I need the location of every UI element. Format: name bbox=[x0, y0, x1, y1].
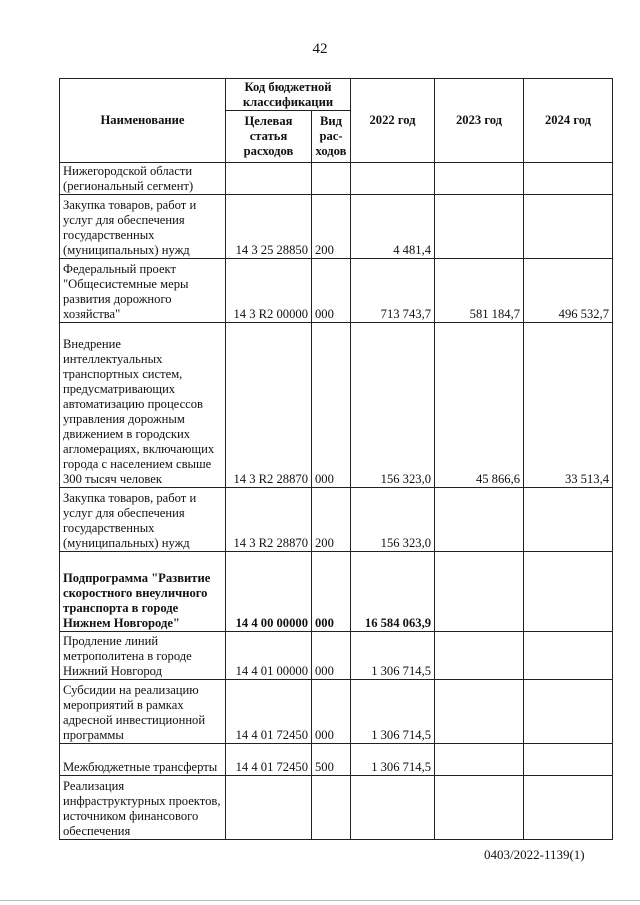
cell-2023 bbox=[435, 163, 524, 195]
cell-2024 bbox=[524, 163, 613, 195]
cell-name: Нижегородской области (региональный сегмент) bbox=[60, 163, 226, 195]
table-row bbox=[60, 776, 613, 840]
cell-2023 bbox=[435, 744, 524, 776]
cell-2022: 156 323,0 bbox=[351, 488, 435, 552]
cell-name: Закупка товаров, работ и услуг для обеспечения государственных (муниципальных) нужд bbox=[60, 488, 226, 552]
cell-2023 bbox=[435, 776, 524, 840]
cell-expense-type bbox=[312, 163, 351, 195]
cell-target-code: 14 4 01 72450 bbox=[226, 680, 312, 744]
table-row bbox=[60, 163, 613, 195]
cell-2024 bbox=[524, 488, 613, 552]
table-row bbox=[60, 259, 613, 323]
cell-2022: 1 306 714,5 bbox=[351, 680, 435, 744]
cell-2023 bbox=[435, 552, 524, 632]
table-row bbox=[60, 488, 613, 552]
cell-2022: 1 306 714,5 bbox=[351, 632, 435, 680]
cell-2023: 45 866,6 bbox=[435, 323, 524, 488]
cell-target-code: 14 4 00 00000 bbox=[226, 552, 312, 632]
document-reference: 0403/2022-1139(1) bbox=[484, 847, 585, 862]
cell-expense-type: 500 bbox=[312, 744, 351, 776]
cell-name: Субсидии на реализацию мероприятий в рамках адресной инвестиционной программы bbox=[60, 680, 226, 744]
table-row bbox=[60, 195, 613, 259]
cell-2022: 16 584 063,9 bbox=[351, 552, 435, 632]
cell-target-code: 14 4 01 72450 bbox=[226, 744, 312, 776]
header-2022: 2022 год bbox=[351, 79, 435, 163]
cell-2023: 581 184,7 bbox=[435, 259, 524, 323]
cell-name: Внедрение интеллектуальных транспортных систем, предусматривающих автоматизацию процессов управления дорожным движением в городских агломерациях, включающих города с населением свыше 300 тысяч человек bbox=[60, 323, 226, 488]
header-name: Наименование bbox=[60, 79, 226, 163]
cell-2022: 156 323,0 bbox=[351, 323, 435, 488]
cell-2023 bbox=[435, 632, 524, 680]
cell-name: Реализация инфраструктурных проектов, источником финансового обеспечения bbox=[60, 776, 226, 840]
cell-name: Межбюджетные трансферты bbox=[60, 744, 226, 776]
cell-target-code bbox=[226, 163, 312, 195]
header-2023: 2023 год bbox=[435, 79, 524, 163]
cell-2022 bbox=[351, 163, 435, 195]
table-row bbox=[60, 552, 613, 632]
cell-expense-type: 000 bbox=[312, 552, 351, 632]
cell-2024: 33 513,4 bbox=[524, 323, 613, 488]
table-row bbox=[60, 744, 613, 776]
table-row bbox=[60, 632, 613, 680]
cell-2023 bbox=[435, 195, 524, 259]
page-number: 42 bbox=[312, 41, 328, 57]
footer-divider bbox=[0, 900, 640, 901]
table-row bbox=[60, 323, 613, 488]
cell-2024 bbox=[524, 680, 613, 744]
cell-expense-type: 000 bbox=[312, 680, 351, 744]
cell-target-code: 14 3 R2 28870 bbox=[226, 488, 312, 552]
cell-target-code: 14 3 R2 00000 bbox=[226, 259, 312, 323]
cell-expense-type: 200 bbox=[312, 488, 351, 552]
header-target: Целевая статья расходов bbox=[226, 111, 312, 163]
cell-expense-type: 000 bbox=[312, 323, 351, 488]
cell-2023 bbox=[435, 488, 524, 552]
cell-2023 bbox=[435, 680, 524, 744]
cell-name: Закупка товаров, работ и услуг для обеспечения государственных (муниципальных) нужд bbox=[60, 195, 226, 259]
cell-expense-type: 200 bbox=[312, 195, 351, 259]
cell-2022: 713 743,7 bbox=[351, 259, 435, 323]
cell-target-code bbox=[226, 776, 312, 840]
cell-2024 bbox=[524, 744, 613, 776]
cell-expense-type: 000 bbox=[312, 259, 351, 323]
cell-name: Продление линий метрополитена в городе Нижний Новгород bbox=[60, 632, 226, 680]
cell-2022: 4 481,4 bbox=[351, 195, 435, 259]
table-row bbox=[60, 680, 613, 744]
cell-2022: 1 306 714,5 bbox=[351, 744, 435, 776]
cell-expense-type: 000 bbox=[312, 632, 351, 680]
cell-2024: 496 532,7 bbox=[524, 259, 613, 323]
cell-2024 bbox=[524, 632, 613, 680]
budget-table bbox=[59, 78, 613, 840]
cell-target-code: 14 3 25 28850 bbox=[226, 195, 312, 259]
cell-name: Подпрограмма "Развитие скоростного внеуличного транспорта в городе Нижнем Новгороде" bbox=[60, 552, 226, 632]
cell-2024 bbox=[524, 552, 613, 632]
cell-target-code: 14 3 R2 28870 bbox=[226, 323, 312, 488]
cell-expense-type bbox=[312, 776, 351, 840]
cell-2022 bbox=[351, 776, 435, 840]
header-code-group: Код бюджетной классификации bbox=[226, 79, 351, 111]
cell-2024 bbox=[524, 776, 613, 840]
header-2024: 2024 год bbox=[524, 79, 613, 163]
header-vid: Вид рас-ходов bbox=[312, 111, 351, 163]
cell-name: Федеральный проект "Общесистемные меры развития дорожного хозяйства" bbox=[60, 259, 226, 323]
cell-target-code: 14 4 01 00000 bbox=[226, 632, 312, 680]
cell-2024 bbox=[524, 195, 613, 259]
